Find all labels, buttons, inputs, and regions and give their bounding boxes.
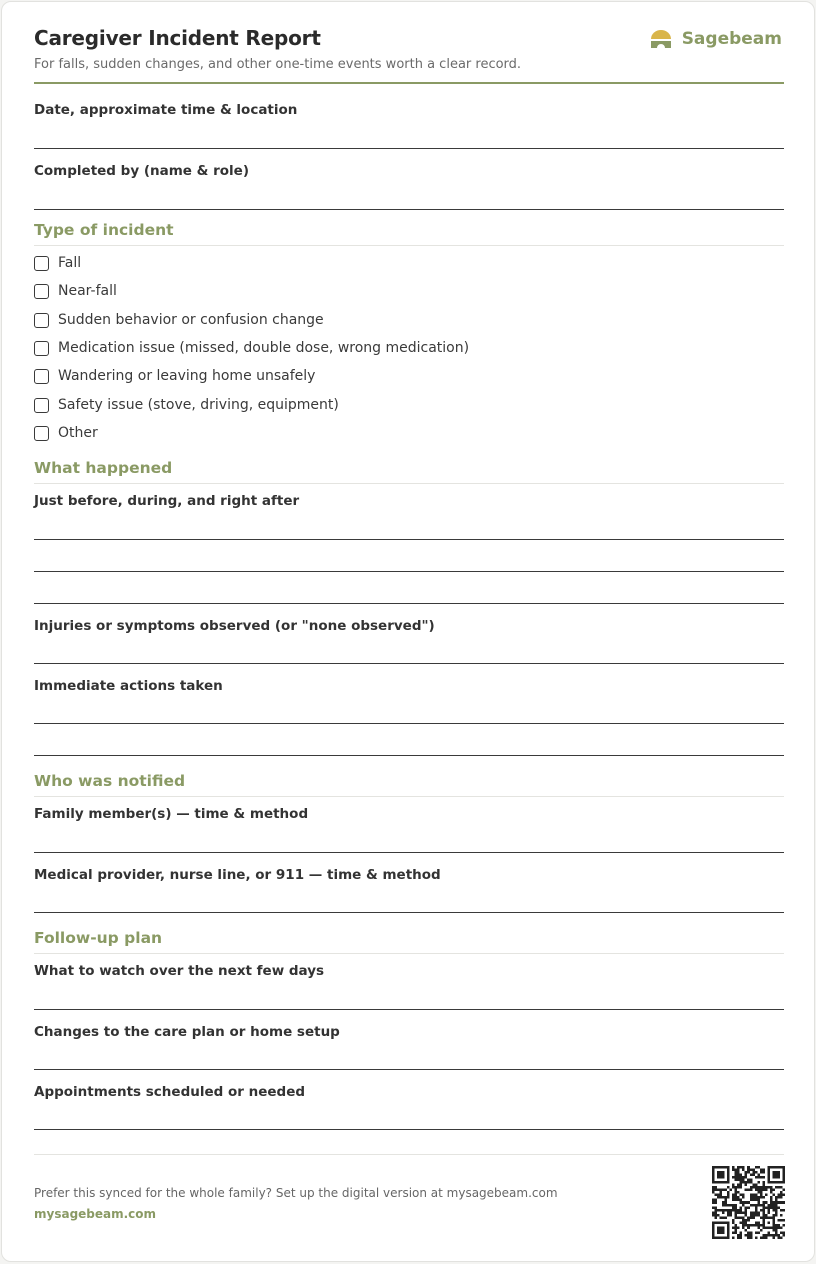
checkbox-row-near-fall[interactable] bbox=[34, 283, 117, 299]
write-line[interactable] bbox=[34, 852, 784, 853]
checkbox-label: Fall bbox=[58, 255, 82, 271]
field-care-plan-changes bbox=[34, 1024, 784, 1040]
field-just-before bbox=[34, 493, 784, 509]
footer-text: Prefer this synced for the whole family? Set up the digital version at mysagebeam.com bbox=[34, 1186, 558, 1200]
section-divider bbox=[34, 245, 784, 246]
write-line-completed-by[interactable] bbox=[34, 209, 784, 210]
field-label: Family member(s) — time & method bbox=[34, 806, 309, 822]
checkbox-label: Medication issue (missed, double dose, wrong medication) bbox=[58, 340, 470, 356]
field-label: Just before, during, and right after bbox=[34, 493, 300, 509]
checkbox-label: Safety issue (stove, driving, equipment) bbox=[58, 397, 339, 413]
sagebeam-logo-icon bbox=[650, 29, 672, 49]
field-label: Changes to the care plan or home setup bbox=[34, 1024, 340, 1040]
brand bbox=[650, 29, 782, 49]
section-divider bbox=[34, 796, 784, 797]
field-what-to-watch bbox=[34, 963, 784, 979]
field-label: Injuries or symptoms observed (or "none observed") bbox=[34, 618, 435, 634]
write-line[interactable] bbox=[34, 663, 784, 664]
footer-divider bbox=[34, 1154, 784, 1155]
field-label: Appointments scheduled or needed bbox=[34, 1084, 306, 1100]
field-completed-by bbox=[34, 163, 784, 179]
write-line[interactable] bbox=[34, 571, 784, 572]
write-line[interactable] bbox=[34, 755, 784, 756]
checkbox-label: Wandering or leaving home unsafely bbox=[58, 368, 316, 384]
checkbox[interactable] bbox=[34, 341, 49, 356]
section-divider bbox=[34, 483, 784, 484]
write-line[interactable] bbox=[34, 912, 784, 913]
field-date-time-location bbox=[34, 102, 784, 118]
section-divider bbox=[34, 953, 784, 954]
write-line[interactable] bbox=[34, 1069, 784, 1070]
checkbox[interactable] bbox=[34, 398, 49, 413]
checkbox-row-wandering[interactable] bbox=[34, 368, 315, 384]
report-page bbox=[1, 1, 815, 1262]
section-heading-notified: Who was notified bbox=[34, 772, 186, 790]
write-line-date[interactable] bbox=[34, 148, 784, 149]
checkbox-label: Sudden behavior or confusion change bbox=[58, 312, 324, 328]
write-line[interactable] bbox=[34, 539, 784, 540]
section-heading-what-happened: What happened bbox=[34, 459, 173, 477]
qr-code-icon[interactable] bbox=[712, 1166, 785, 1239]
checkbox-row-medication[interactable] bbox=[34, 340, 469, 356]
field-label: Immediate actions taken bbox=[34, 678, 223, 694]
checkbox[interactable] bbox=[34, 426, 49, 441]
field-appointments bbox=[34, 1084, 784, 1100]
checkbox-row-other[interactable] bbox=[34, 425, 98, 441]
brand-name: Sagebeam bbox=[681, 29, 782, 49]
section-heading-follow-up: Follow-up plan bbox=[34, 929, 163, 947]
field-label: Medical provider, nurse line, or 911 — time & method bbox=[34, 867, 441, 883]
checkbox-row-behavior-change[interactable] bbox=[34, 312, 324, 328]
page-subtitle: For falls, sudden changes, and other one-time events worth a clear record. bbox=[34, 57, 522, 72]
checkbox[interactable] bbox=[34, 313, 49, 328]
header-divider bbox=[34, 82, 784, 84]
checkbox-label: Other bbox=[58, 425, 98, 441]
page-title: Caregiver Incident Report bbox=[34, 26, 321, 50]
write-line[interactable] bbox=[34, 1129, 784, 1130]
checkbox[interactable] bbox=[34, 284, 49, 299]
write-line[interactable] bbox=[34, 723, 784, 724]
write-line[interactable] bbox=[34, 1009, 784, 1010]
field-injuries bbox=[34, 618, 784, 634]
field-family-notified bbox=[34, 806, 784, 822]
field-label: What to watch over the next few days bbox=[34, 963, 325, 979]
checkbox-row-fall[interactable] bbox=[34, 255, 81, 271]
checkbox-label: Near-fall bbox=[58, 283, 117, 299]
field-label: Date, approximate time & location bbox=[34, 102, 298, 118]
checkbox[interactable] bbox=[34, 256, 49, 271]
section-heading-type: Type of incident bbox=[34, 221, 174, 239]
checkbox[interactable] bbox=[34, 369, 49, 384]
field-label: Completed by (name & role) bbox=[34, 163, 250, 179]
checkbox-row-safety[interactable] bbox=[34, 397, 339, 413]
field-medical-notified bbox=[34, 867, 784, 883]
field-immediate-actions bbox=[34, 678, 784, 694]
footer-link[interactable]: mysagebeam.com bbox=[34, 1207, 157, 1221]
write-line[interactable] bbox=[34, 603, 784, 604]
